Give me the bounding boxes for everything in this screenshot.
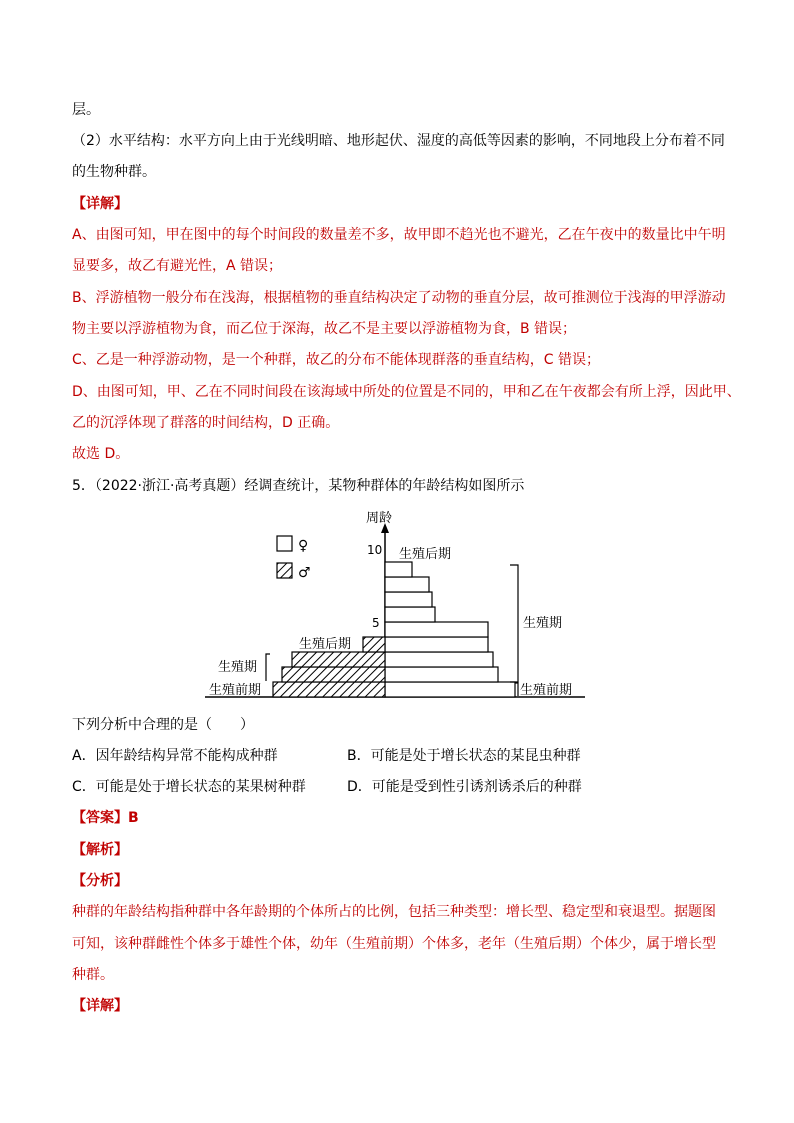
- text-line: C、乙是一种浮游动物，是一个种群，故乙的分布不能体现群落的垂直结构，C 错误；: [72, 352, 600, 368]
- text-line: 的生物种群。: [72, 164, 156, 180]
- answer-line: 【答案】B: [72, 810, 139, 826]
- female-bar: [385, 592, 432, 607]
- label-reproductive-left: 生殖期: [218, 660, 258, 675]
- option-b: B．可能是处于增长状态的某昆虫种群: [347, 748, 581, 764]
- female-bar: [385, 622, 488, 637]
- male-bar: [282, 667, 385, 682]
- tick-label-10: 10: [367, 543, 383, 557]
- age-pyramid-figure: [200, 505, 600, 705]
- text-line: 种群的年龄结构指种群中各年龄期的个体所占的比例，包括三种类型：增长型、稳定型和衰退型。据题图: [72, 904, 716, 920]
- male-bar: [273, 682, 385, 697]
- legend-female-swatch: [277, 536, 292, 551]
- label-pre-reproductive-right: 生殖前期: [520, 683, 573, 698]
- text-line: B、浮游植物一般分布在浅海，根据植物的垂直结构决定了动物的垂直分层，故可推测位于浅海的甲浮游动: [72, 290, 726, 306]
- text-line: A、由图可知，甲在图中的每个时间段的数量差不多，故甲即不趋光也不避光，乙在午夜中的数量比中午明: [72, 227, 726, 243]
- question-stem: 5．（2022·浙江·高考真题）经调查统计，某物种群体的年龄结构如图所示: [72, 478, 525, 494]
- female-bar: [385, 652, 493, 667]
- section-heading-detail: 【详解】: [72, 196, 128, 212]
- bracket-reproductive-right: [510, 565, 518, 682]
- male-bar: [292, 652, 385, 667]
- female-bar: [385, 577, 429, 592]
- male-bar: [363, 637, 385, 652]
- label-post-reproductive-left: 生殖后期: [299, 637, 352, 652]
- text-line: （2）水平结构：水平方向上由于光线明暗、地形起伏、湿度的高低等因素的影响，不同地段上分布着不同: [72, 133, 725, 149]
- option-a: A．因年龄结构异常不能构成种群: [72, 748, 278, 764]
- section-heading-detail: 【详解】: [72, 998, 128, 1014]
- female-bar: [385, 682, 515, 697]
- legend-male-symbol: ♂: [298, 565, 311, 581]
- female-bar: [385, 562, 412, 577]
- option-c: C．可能是处于增长状态的某果树种群: [72, 779, 306, 795]
- text-line: 可知，该种群雌性个体多于雄性个体，幼年（生殖前期）个体多，老年（生殖后期）个体少，属于增长型: [72, 936, 716, 952]
- text-line: 物主要以浮游植物为食，而乙位于深海，故乙不是主要以浮游植物为食，B 错误；: [72, 321, 577, 337]
- text-line: 乙的沉浮体现了群落的时间结构，D 正确。: [72, 415, 340, 431]
- y-axis-label: 周龄: [366, 511, 393, 526]
- text-line: 层。: [72, 102, 100, 118]
- bracket-reproductive-left: [266, 654, 270, 681]
- tick-label-5: 5: [372, 616, 380, 630]
- text-line: 显要多，故乙有避光性，A 错误；: [72, 258, 283, 274]
- label-reproductive-right: 生殖期: [523, 616, 563, 631]
- option-d: D．可能是受到性引诱剂诱杀后的种群: [347, 779, 582, 795]
- section-heading-fenxi: 【分析】: [72, 873, 128, 889]
- female-bar: [385, 667, 498, 682]
- female-bar: [385, 637, 488, 652]
- question-prompt: 下列分析中合理的是（ ）: [72, 717, 254, 733]
- legend-female-symbol: ♀: [298, 538, 309, 554]
- label-post-reproductive-top: 生殖后期: [399, 547, 452, 562]
- female-bar: [385, 607, 435, 622]
- section-heading-analysis: 【解析】: [72, 842, 128, 858]
- text-line: D、由图可知，甲、乙在不同时间段在该海域中所处的位置是不同的，甲和乙在午夜都会有所上浮，因此甲、: [72, 384, 741, 400]
- label-pre-reproductive-left: 生殖前期: [209, 683, 262, 698]
- text-line: 故选 D。: [72, 446, 130, 462]
- legend-male-swatch: [277, 563, 292, 578]
- text-line: 种群。: [72, 967, 114, 983]
